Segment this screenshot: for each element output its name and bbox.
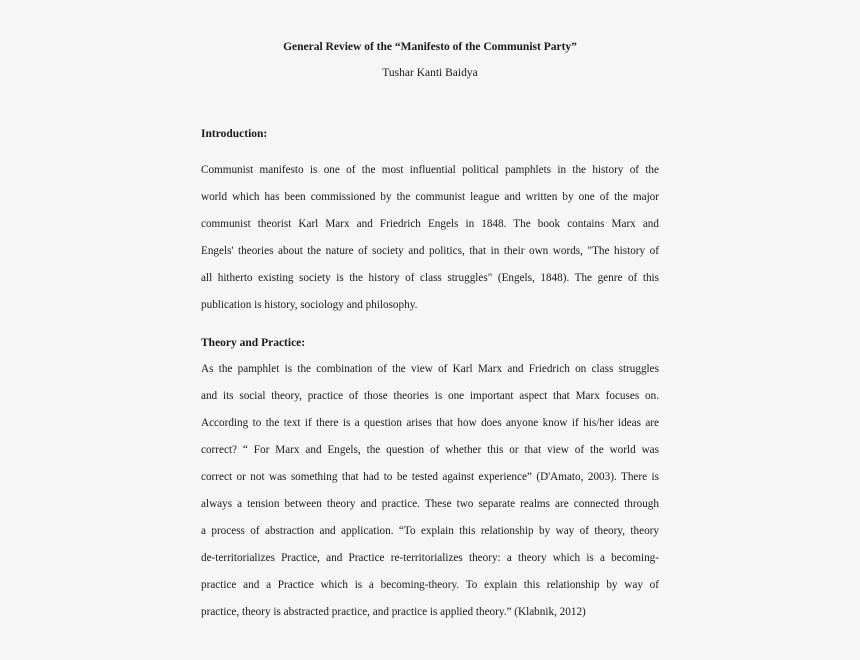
document-title: General Review of the “Manifesto of the Communist Party” [283, 41, 577, 53]
text-line: de-territorializes Practice, and Practice re-territorializes theory: a theory which is a becoming- [201, 552, 659, 564]
text-line: world which has been commissioned by the communist league and written by one of the major [201, 191, 659, 203]
text-line: Communist manifesto is one of the most influential political pamphlets in the history of the [201, 164, 659, 176]
text-line: According to the text if there is a question arises that how does anyone know if his/her ideas are [201, 417, 659, 429]
text-line: all hitherto existing society is the history of class struggles" (Engels, 1848). The genre of this [201, 272, 659, 284]
text-line: communist theorist Karl Marx and Friedrich Engels in 1848. The book contains Marx and [201, 218, 659, 230]
text-line: a process of abstraction and application. “To explain this relationship by way of theory, theory [201, 525, 659, 537]
text-line: Engels' theories about the nature of society and politics, that in their own words, "The history of [201, 245, 659, 257]
text-line: always a tension between theory and practice. These two separate realms are connected through [201, 498, 659, 510]
section-heading-theory-and-practice: Theory and Practice: [201, 337, 306, 349]
paragraph-introduction [201, 157, 659, 319]
section-heading-introduction: Introduction: [201, 128, 268, 140]
text-line: correct? “ For Marx and Engels, the question of whether this or that view of the world was [201, 444, 659, 456]
text-line: and its social theory, practice of those theories is one important aspect that Marx focuses on. [201, 390, 659, 402]
text-line: correct or not was something that had to be tested against experience” (D'Amato, 2003). There is [201, 471, 659, 483]
document-author: Tushar Kanti Baidya [382, 67, 478, 79]
text-line: As the pamphlet is the combination of the view of Karl Marx and Friedrich on class struggles [201, 363, 659, 375]
text-line: practice and a Practice which is a becoming-theory. To explain this relationship by way of [201, 579, 659, 591]
paragraph-theory-and-practice [201, 356, 659, 626]
text-line: publication is history, sociology and philosophy. [201, 299, 418, 311]
text-line: practice, theory is abstracted practice, and practice is applied theory.” (Klabnik, 2012) [201, 606, 586, 618]
